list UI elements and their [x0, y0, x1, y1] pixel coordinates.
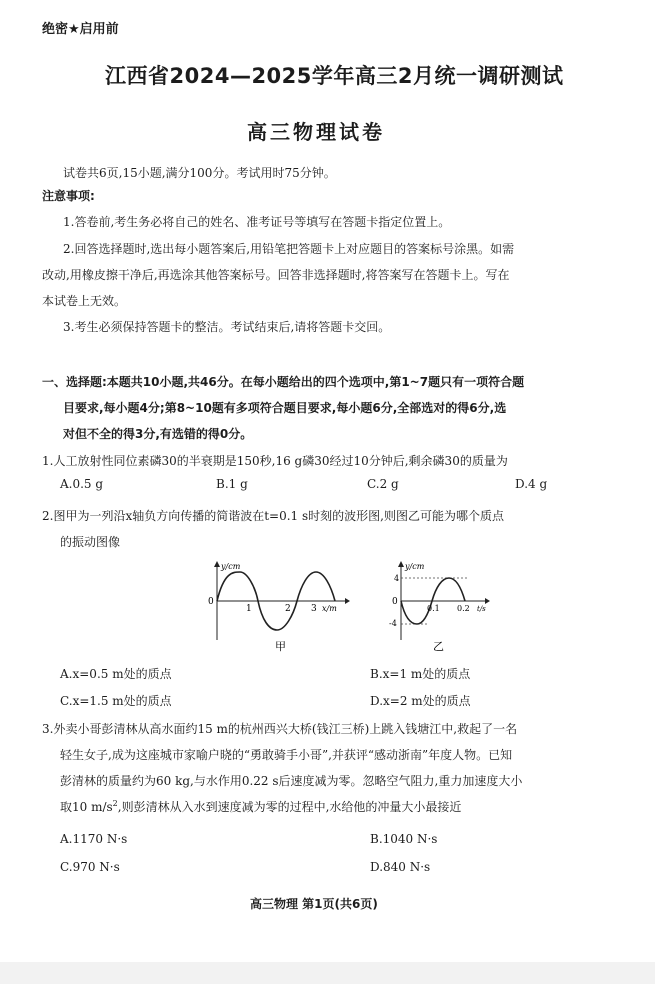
note-2-line-3: 本试卷上无效。 [42, 294, 127, 308]
yi-tick-4: 4 [394, 574, 400, 583]
q3-line-4-a: 取10 m/s [60, 800, 113, 814]
note-3: 3.考生必须保持答题卡的整洁。考试结束后,请将答题卡交回。 [63, 320, 391, 334]
q2-option-a: A.x=0.5 m处的质点 [60, 667, 172, 681]
jia-x-label: x/m [322, 604, 337, 613]
secret-label: 绝密★启用前 [42, 22, 119, 37]
jia-origin: 0 [208, 597, 214, 607]
note-1: 1.答卷前,考生务必将自己的姓名、准考证号等填写在答题卡指定位置上。 [63, 215, 451, 229]
exam-title: 江西省2024—2025学年高三2月统一调研测试 [105, 64, 564, 88]
paper-title: 高三物理试卷 [247, 120, 385, 144]
q2-option-b: B.x=1 m处的质点 [370, 667, 471, 681]
q2-stem-line-2: 的振动图像 [60, 535, 121, 549]
exam-info: 试卷共6页,15小题,满分100分。考试用时75分钟。 [63, 166, 336, 180]
yi-tick-01: 0.1 [427, 604, 440, 613]
yi-y-arrow-icon [398, 561, 404, 567]
q3-line-1: 3.外卖小哥彭清林从高水面约15 m的杭州西兴大桥(钱江三桥)上跳入钱塘江中,救起了一名 [42, 722, 518, 736]
q2-stem-line-1: 2.图甲为一列沿x轴负方向传播的简谐波在t=0.1 s时刻的波形图,则图乙可能为哪个质点 [42, 509, 504, 523]
yi-tick-neg4: -4 [389, 619, 397, 628]
section-1-line-1: 一、选择题:本题共10小题,共46分。在每小题给出的四个选项中,第1~7题只有一项符合题 [42, 375, 525, 389]
q3-line-4-sup: 2 [112, 799, 118, 808]
yi-t-arrow-icon [485, 598, 490, 604]
q3-line-3: 彭清林的质量约为60 kg,与水作用0.22 s后速度减为零。忽略空气阻力,重力加速度大小 [60, 774, 523, 788]
jia-tick-3: 3 [311, 604, 317, 614]
jia-tick-1: 1 [246, 604, 252, 614]
q3-line-4 [60, 798, 461, 815]
figure-yi-vibration [385, 560, 495, 655]
q3-line-4-b: ,则彭清林从入水到速度减为零的过程中,水给他的冲量大小最接近 [117, 800, 462, 814]
q3-option-c: C.970 N·s [60, 860, 120, 874]
q3-option-a: A.1170 N·s [60, 832, 128, 846]
jia-caption: 甲 [275, 640, 286, 653]
note-2-line-2: 改动,用橡皮擦干净后,再选涂其他答案标号。回答非选择题时,将答案写在答题卡上。写在 [42, 268, 510, 282]
jia-y-arrow-icon [214, 561, 220, 567]
bottom-band [0, 962, 655, 984]
yi-caption: 乙 [433, 640, 444, 653]
q3-option-d: D.840 N·s [370, 860, 431, 874]
jia-x-arrow-icon [345, 598, 350, 604]
yi-t-label: t/s [477, 605, 486, 613]
jia-tick-2: 2 [285, 604, 291, 614]
notes-heading: 注意事项: [42, 189, 95, 203]
section-1-line-2: 目要求,每小题4分;第8~10题有多项符合题目要求,每小题6分,全部选对的得6分,选 [63, 401, 507, 415]
q3-option-b: B.1040 N·s [370, 832, 438, 846]
yi-y-label: y/cm [405, 562, 425, 571]
q1-stem: 1.人工放射性同位素磷30的半衰期是150秒,16 g磷30经过10分钟后,剩余磷30的质量为 [42, 454, 508, 468]
jia-y-label: y/cm [221, 562, 241, 571]
note-2-line-1: 2.回答选择题时,选出每小题答案后,用铅笔把答题卡上对应题目的答案标号涂黑。如需 [63, 242, 515, 256]
page-footer: 高三物理 第1页(共6页) [250, 897, 378, 911]
q2-option-d: D.x=2 m处的质点 [370, 694, 471, 708]
yi-origin: 0 [392, 597, 398, 607]
q1-option-a: A.0.5 g [60, 477, 104, 491]
q3-line-2: 轻生女子,成为这座城市家喻户晓的“勇敢骑手小哥”,并获评“感动浙南”年度人物。已知 [60, 748, 513, 762]
q1-option-b: B.1 g [216, 477, 248, 491]
q2-option-c: C.x=1.5 m处的质点 [60, 694, 172, 708]
yi-tick-02: 0.2 [457, 604, 470, 613]
q1-option-d: D.4 g [515, 477, 548, 491]
q1-option-c: C.2 g [367, 477, 399, 491]
figure-jia-wave [205, 560, 350, 655]
section-1-line-3: 对但不全的得3分,有选错的得0分。 [63, 427, 253, 441]
